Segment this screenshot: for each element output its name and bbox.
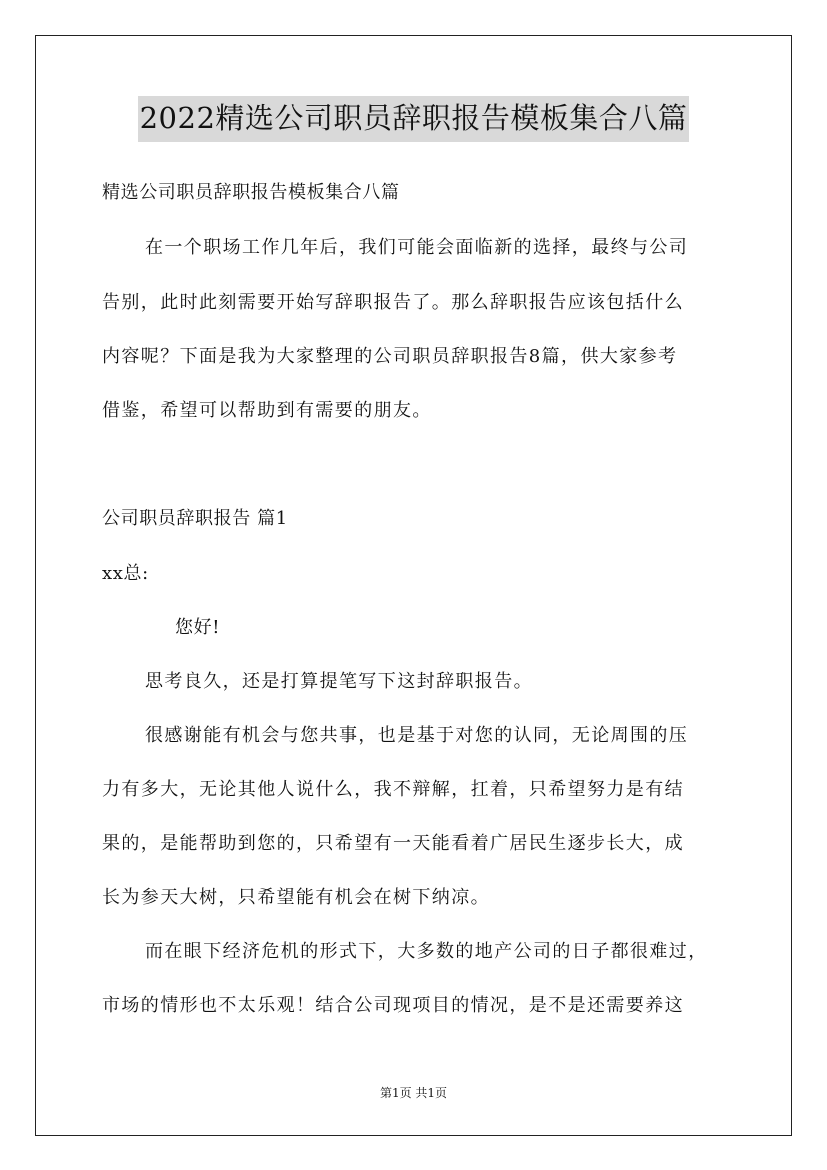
body-line-2: 很感谢能有机会与您共事，也是基于对您的认同，无论周围的压 xyxy=(145,725,689,746)
intro-line-1: 在一个职场工作几年后，我们可能会面临新的选择，最终与公司 xyxy=(145,237,689,258)
intro-line-2: 告别，此时此刻需要开始写辞职报告了。那么辞职报告应该包括什么 xyxy=(102,292,684,313)
page-footer: 第1页 共1页 xyxy=(379,1086,448,1100)
body-line-4: 果的，是能帮助到您的，只希望有一天能看着广居民生逐步长大，成 xyxy=(102,833,684,854)
title-block xyxy=(0,96,827,142)
section-heading: 公司职员辞职报告 篇1 xyxy=(102,508,288,529)
greeting: 您好! xyxy=(175,617,221,638)
intro-line-4: 借鉴，希望可以帮助到有需要的朋友。 xyxy=(102,400,432,421)
body-line-1: 思考良久，还是打算提笔写下这封辞职报告。 xyxy=(145,671,533,692)
body-line-7: 市场的情形也不太乐观！结合公司现项目的情况，是不是还需要养这 xyxy=(102,995,684,1016)
document-subtitle: 精选公司职员辞职报告模板集合八篇 xyxy=(102,182,400,203)
body-line-6: 而在眼下经济危机的形式下，大多数的地产公司的日子都很难过， xyxy=(145,941,708,962)
intro-line-3: 内容呢？下面是我为大家整理的公司职员辞职报告8篇，供大家参考 xyxy=(102,346,678,367)
document-title: 2022精选公司职员辞职报告模板集合八篇 xyxy=(138,96,690,142)
body-line-3: 力有多大，无论其他人说什么，我不辩解，扛着，只希望努力是有结 xyxy=(102,779,684,800)
body-line-5: 长为参天大树，只希望能有机会在树下纳凉。 xyxy=(102,887,490,908)
salutation: xx总: xyxy=(102,563,149,584)
